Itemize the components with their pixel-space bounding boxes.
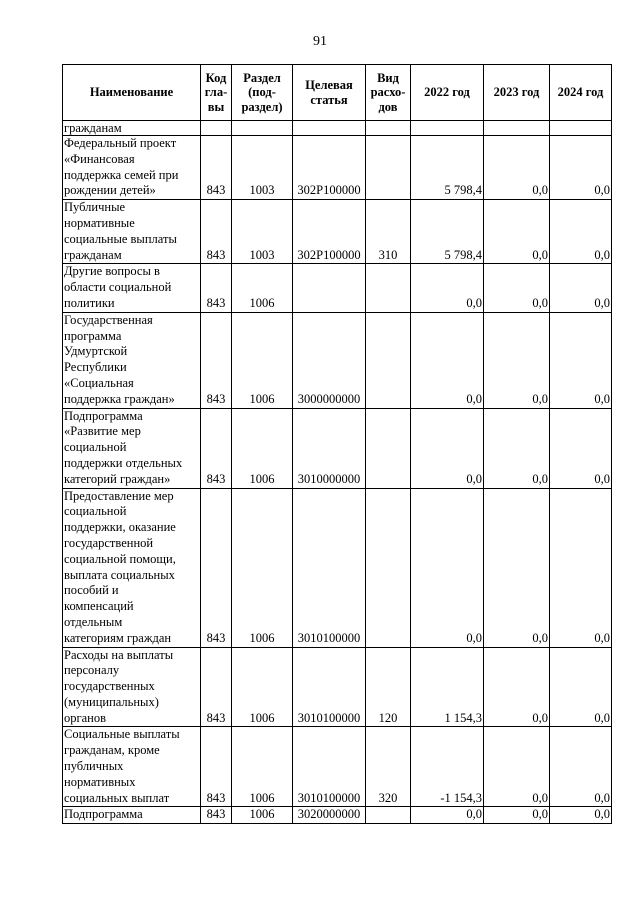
row-amount-2022: -1 154,3	[411, 727, 484, 807]
row-expense-type: 310	[366, 200, 411, 264]
row-expense-type	[366, 264, 411, 312]
row-amount-2023: 0,0	[484, 200, 550, 264]
row-name-line: социальной	[64, 504, 127, 519]
row-chapter-code: 843	[201, 807, 232, 824]
row-target-article: 302P100000	[293, 200, 366, 264]
header-chapter-code	[201, 65, 232, 121]
row-name-line: «Финансовая	[64, 151, 135, 166]
row-name	[63, 727, 201, 807]
table-row	[63, 264, 612, 312]
row-name-line: Подпрограмма	[64, 408, 143, 423]
row-name-line: гражданам, кроме	[64, 743, 160, 758]
row-name-line: социальной	[64, 440, 127, 455]
row-name-line: персоналу	[64, 663, 120, 678]
row-name-line: рождении детей»	[64, 183, 156, 198]
row-amount-2023: 0,0	[484, 488, 550, 647]
row-expense-type	[366, 807, 411, 824]
row-name	[63, 647, 201, 727]
row-amount-2022: 1 154,3	[411, 647, 484, 727]
row-amount-2022: 5 798,4	[411, 200, 484, 264]
header-name: Наименование	[63, 65, 201, 121]
row-name-line: поддержка граждан»	[64, 391, 175, 406]
continuation-row	[63, 121, 612, 136]
row-chapter-code: 843	[201, 136, 232, 200]
header-chapter-code-line: гла-	[204, 85, 228, 100]
row-amount-2022: 0,0	[411, 264, 484, 312]
budget-table	[62, 64, 612, 824]
row-amount-2022: 0,0	[411, 488, 484, 647]
table-row	[63, 312, 612, 408]
row-name-line: Публичные	[64, 200, 126, 215]
row-amount-2024: 0,0	[550, 807, 612, 824]
row-chapter-code: 843	[201, 488, 232, 647]
row-name-line: Республики	[64, 360, 127, 375]
row-expense-type: 120	[366, 647, 411, 727]
row-target-article: 3010100000	[293, 647, 366, 727]
row-name-line: социальной помощи,	[64, 551, 176, 566]
row-name-line: поддержки отдельных	[64, 455, 183, 470]
row-name-line: Федеральный проект	[64, 136, 177, 150]
row-name-line: государственной	[64, 535, 154, 550]
row-name	[63, 488, 201, 647]
table-row	[63, 136, 612, 200]
header-chapter-code-line: вы	[207, 99, 225, 114]
row-amount-2022: 0,0	[411, 408, 484, 488]
row-name	[63, 264, 201, 312]
row-expense-type	[366, 408, 411, 488]
row-name-line: Расходы на выплаты	[64, 647, 174, 662]
row-name-line: политики	[64, 295, 115, 310]
header-expense-type-line: дов	[378, 99, 398, 114]
header-expense-type	[366, 65, 411, 121]
row-amount-2022: 0,0	[411, 312, 484, 408]
row-name-line: Социальные выплаты	[64, 727, 180, 742]
row-name	[63, 807, 201, 824]
header-year-2022: 2022 год	[411, 65, 484, 121]
row-target-article: 3000000000	[293, 312, 366, 408]
table-row	[63, 200, 612, 264]
row-amount-2024: 0,0	[550, 647, 612, 727]
row-expense-type	[366, 488, 411, 647]
row-amount-2023: 0,0	[484, 807, 550, 824]
row-name-line: Предоставление мер	[64, 488, 174, 503]
row-name	[63, 408, 201, 488]
page-number: 91	[313, 34, 327, 49]
header-expense-type-line: Вид	[377, 70, 399, 85]
row-name-line: области социальной	[64, 280, 172, 295]
row-amount-2023: 0,0	[484, 136, 550, 200]
row-chapter-code: 843	[201, 647, 232, 727]
row-name-line: поддержки, оказание	[64, 520, 176, 535]
row-name-line: нормативных	[64, 774, 136, 789]
row-amount-2024: 0,0	[550, 312, 612, 408]
row-target-article: 3010100000	[293, 727, 366, 807]
table-row	[63, 488, 612, 647]
row-name-line: гражданам	[64, 247, 122, 262]
header-section	[232, 65, 293, 121]
row-name-line: категорий граждан»	[64, 471, 171, 486]
row-section: 1006	[232, 312, 293, 408]
row-name-line: «Развитие мер	[64, 424, 141, 439]
row-name-line: Подпрограмма	[64, 807, 143, 822]
row-amount-2022: 5 798,4	[411, 136, 484, 200]
row-name	[63, 312, 201, 408]
row-section: 1003	[232, 200, 293, 264]
row-section: 1006	[232, 488, 293, 647]
row-name-line: «Социальная	[64, 375, 134, 390]
row-name-line: выплата социальных	[64, 567, 175, 582]
row-section: 1006	[232, 647, 293, 727]
row-name-line: социальных выплат	[64, 790, 170, 805]
header-target-line: Целевая	[305, 78, 353, 92]
header-expense-type-line: расхо-	[370, 85, 406, 100]
row-section: 1006	[232, 408, 293, 488]
row-target-article: 3010100000	[293, 488, 366, 647]
row-section: 1006	[232, 264, 293, 312]
header-year-2023: 2023 год	[484, 65, 550, 121]
row-target-article: 3020000000	[293, 807, 366, 824]
row-name	[63, 136, 201, 200]
row-amount-2024: 0,0	[550, 408, 612, 488]
row-amount-2024: 0,0	[550, 136, 612, 200]
row-amount-2023: 0,0	[484, 264, 550, 312]
row-name-line: Государственная	[64, 312, 153, 327]
row-name-line: (муниципальных)	[64, 694, 159, 709]
row-section: 1006	[232, 727, 293, 807]
row-chapter-code: 843	[201, 264, 232, 312]
header-chapter-code-line: Код	[205, 70, 227, 85]
row-amount-2024: 0,0	[550, 488, 612, 647]
row-expense-type: 320	[366, 727, 411, 807]
row-target-article: 302P100000	[293, 136, 366, 200]
row-name-line: Удмуртской	[64, 344, 128, 359]
row-amount-2023: 0,0	[484, 408, 550, 488]
row-name-line: категориям граждан	[64, 630, 172, 645]
row-amount-2024: 0,0	[550, 264, 612, 312]
row-amount-2023: 0,0	[484, 647, 550, 727]
table-row	[63, 408, 612, 488]
row-chapter-code: 843	[201, 727, 232, 807]
row-name-line: Другие вопросы в	[64, 264, 160, 279]
row-name-line: пособий и	[64, 583, 119, 598]
row-name-line: государственных	[64, 679, 155, 694]
row-name	[63, 200, 201, 264]
row-section: 1006	[232, 807, 293, 824]
header-section-line: Раздел	[243, 70, 281, 85]
row-amount-2024: 0,0	[550, 727, 612, 807]
row-expense-type	[366, 136, 411, 200]
row-amount-2023: 0,0	[484, 312, 550, 408]
row-name-line: органов	[64, 710, 107, 725]
header-year-2024: 2024 год	[550, 65, 612, 121]
row-amount-2023: 0,0	[484, 727, 550, 807]
row-chapter-code: 843	[201, 408, 232, 488]
row-expense-type	[366, 312, 411, 408]
table-row	[63, 807, 612, 824]
table-row	[63, 647, 612, 727]
header-section-line: раздел)	[241, 99, 283, 114]
row-target-article	[293, 264, 366, 312]
table-row	[63, 727, 612, 807]
row-amount-2024: 0,0	[550, 200, 612, 264]
row-section: 1003	[232, 136, 293, 200]
row-chapter-code: 843	[201, 312, 232, 408]
continuation-text: гражданам	[63, 121, 201, 136]
header-section-line: (под-	[248, 85, 276, 100]
row-name-line: публичных	[64, 759, 124, 774]
header-target-line: статья	[310, 92, 348, 107]
row-name-line: социальные выплаты	[64, 231, 177, 246]
row-name-line: нормативные	[64, 215, 135, 230]
row-name-line: компенсаций	[64, 599, 134, 614]
row-chapter-code: 843	[201, 200, 232, 264]
row-name-line: отдельным	[64, 614, 123, 629]
row-name-line: программа	[64, 328, 122, 343]
row-name-line: поддержка семей при	[64, 167, 179, 182]
header-row	[63, 65, 612, 121]
row-amount-2022: 0,0	[411, 807, 484, 824]
row-target-article: 3010000000	[293, 408, 366, 488]
header-target-article	[293, 65, 366, 121]
